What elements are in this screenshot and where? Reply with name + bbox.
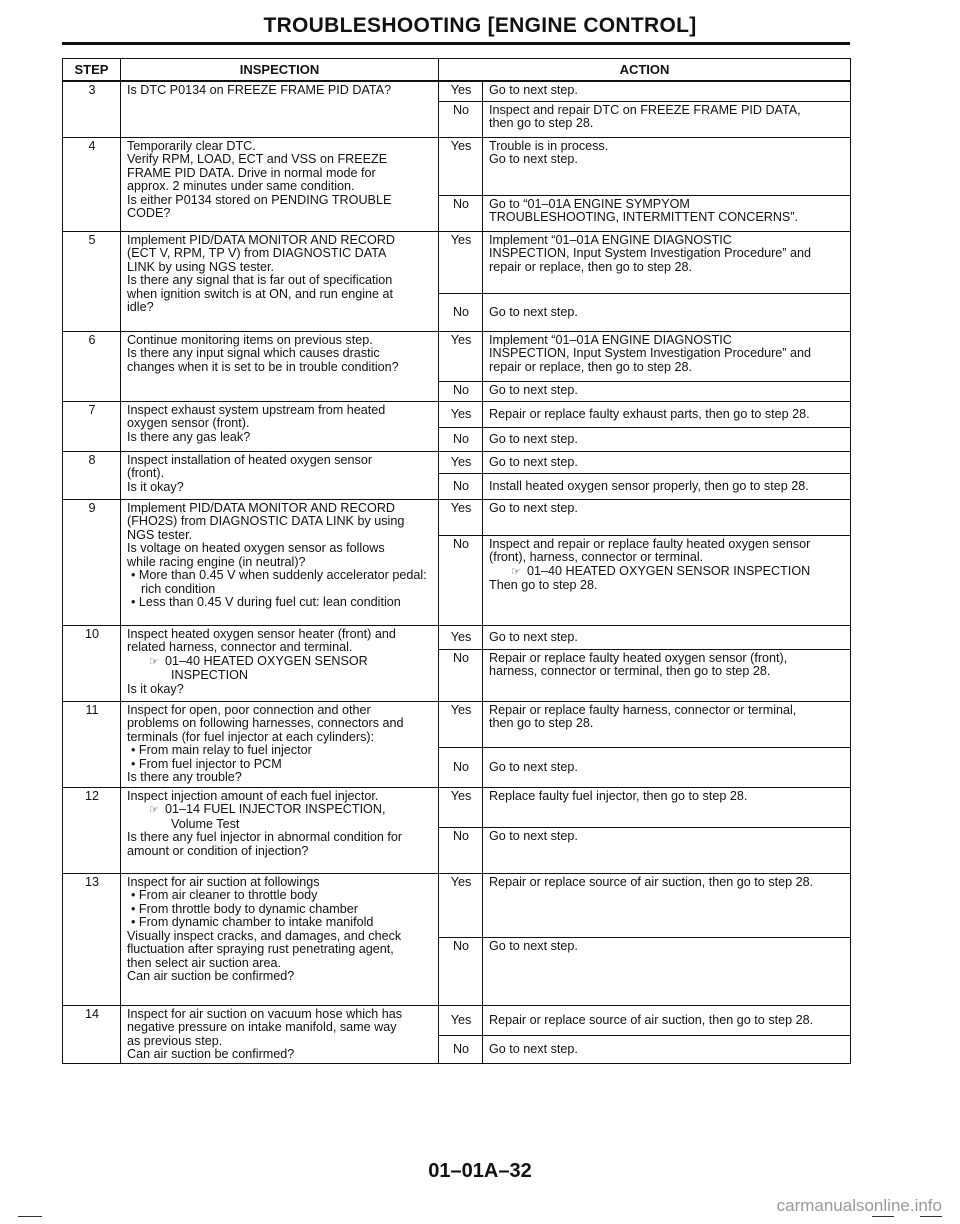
bullet-text: From fuel injector to PCM <box>138 756 282 771</box>
inspection-line: Inspect exhaust system upstream from heated <box>127 402 386 417</box>
inspection-line: (FHO2S) from DIAGNOSTIC DATA LINK by using <box>127 514 405 528</box>
inspection-line: CODE? <box>127 206 171 220</box>
header-step: STEP <box>63 59 121 82</box>
yes-label: Yes <box>439 787 483 827</box>
inspection-cell <box>121 451 439 499</box>
action-line: Go to next step. <box>489 500 578 515</box>
inspection-line: Inspect injection amount of each fuel injector. <box>127 788 379 803</box>
inspection-line: oxygen sensor (front). <box>127 416 250 430</box>
inspection-line: Is there any signal that is far out of specification <box>127 273 393 287</box>
bullet-text: Less than 0.45 V during fuel cut: lean condition <box>138 595 401 609</box>
bullet-item: • Less than 0.45 V during fuel cut: lean condition <box>131 595 401 609</box>
action-line: then go to step 28. <box>489 716 594 730</box>
reference-text: 01–40 HEATED OXYGEN SENSOR <box>165 653 368 668</box>
table-row <box>63 137 851 195</box>
action-line: Go to next step. <box>489 152 578 166</box>
inspection-line: Is there any trouble? <box>127 770 242 784</box>
inspection-line: Is there any fuel injector in abnormal condition for <box>127 830 403 844</box>
yes-action <box>483 1005 851 1035</box>
action-line: INSPECTION, Input System Investigation Procedure” and <box>489 246 811 260</box>
no-action <box>483 937 851 1005</box>
inspection-cell <box>121 331 439 401</box>
inspection-line: Is it okay? <box>127 681 184 696</box>
inspection-line: Inspect for air suction at followings <box>127 874 320 889</box>
no-action <box>483 649 851 701</box>
crop-mark <box>920 1216 942 1217</box>
yes-label: Yes <box>439 137 483 195</box>
table-row <box>63 499 851 535</box>
yes-label: Yes <box>439 331 483 381</box>
yes-label: Yes <box>439 873 483 937</box>
no-label: No <box>439 937 483 1005</box>
inspection-line: Visually inspect cracks, and damages, and check <box>127 928 402 943</box>
title-rule <box>62 42 850 45</box>
inspection-line: Is there any gas leak? <box>127 429 251 444</box>
yes-label: Yes <box>439 499 483 535</box>
header-inspection: INSPECTION <box>121 59 439 82</box>
no-label: No <box>439 827 483 873</box>
table-row <box>63 451 851 473</box>
action-line: Go to next step. <box>489 455 578 470</box>
table-row <box>63 231 851 293</box>
table-row <box>63 1005 851 1035</box>
no-label: No <box>439 381 483 401</box>
no-label: No <box>439 101 483 137</box>
action-line: Inspect and repair or replace faulty heated oxygen sensor <box>489 536 811 551</box>
table-row <box>63 873 851 937</box>
inspection-line: LINK by using NGS tester. <box>127 259 274 274</box>
bullet-text: More than 0.45 V when suddenly accelerator pedal: rich condition <box>138 568 427 596</box>
bullet-text: From air cleaner to throttle body <box>138 888 318 902</box>
no-label: No <box>439 1035 483 1063</box>
action-line: Go to next step. <box>489 382 578 397</box>
step-number: 5 <box>63 231 121 331</box>
inspection-line: Is voltage on heated oxygen sensor as follows <box>127 541 385 555</box>
page-title: TROUBLESHOOTING [ENGINE CONTROL] <box>263 14 697 37</box>
inspection-line: Can air suction be confirmed? <box>127 1047 295 1061</box>
bullet-text: From throttle body to dynamic chamber <box>138 901 359 916</box>
bullet-text: From main relay to fuel injector <box>138 743 312 757</box>
table-row <box>63 787 851 827</box>
bullet-item: • From main relay to fuel injector <box>131 743 312 757</box>
inspection-cell <box>121 231 439 331</box>
table-row <box>63 401 851 427</box>
inspection-cell <box>121 873 439 1005</box>
action-line: Replace faulty fuel injector, then go to step 28. <box>489 788 748 803</box>
no-action <box>483 195 851 231</box>
action-line: Go to next step. <box>489 630 578 645</box>
step-number: 9 <box>63 499 121 625</box>
inspection-line: Inspect heated oxygen sensor heater (front) and <box>127 626 396 641</box>
reference-line <box>489 565 845 580</box>
action-line: repair or replace, then go to step 28. <box>489 359 693 374</box>
no-action <box>483 473 851 499</box>
action-line: Go to next step. <box>489 1042 578 1057</box>
action-line: Go to next step. <box>489 760 578 775</box>
inspection-line: Inspect for air suction on vacuum hose which has <box>127 1006 403 1021</box>
bullet-item: • From throttle body to dynamic chamber <box>131 901 359 916</box>
inspection-line: terminals (for fuel injector at each cylinders): <box>127 729 375 744</box>
inspection-line: (front). <box>127 466 165 480</box>
inspection-line: when ignition switch is at ON, and run engine at <box>127 286 394 301</box>
no-label: No <box>439 535 483 625</box>
inspection-cell <box>121 137 439 231</box>
action-line: Go to next step. <box>489 83 578 97</box>
action-line: Repair or replace source of air suction, then go to step 28. <box>489 874 814 889</box>
action-line: TROUBLESHOOTING, INTERMITTENT CONCERNS”. <box>489 210 799 224</box>
table-header-row <box>63 59 851 82</box>
inspection-cell <box>121 787 439 873</box>
step-number: 13 <box>63 873 121 1005</box>
inspection-cell <box>121 401 439 451</box>
action-line: Implement “01–01A ENGINE DIAGNOSTIC <box>489 332 732 347</box>
no-label: No <box>439 747 483 787</box>
inspection-line: Implement PID/DATA MONITOR AND RECORD <box>127 232 396 247</box>
header-action: ACTION <box>439 59 851 82</box>
yes-label: Yes <box>439 231 483 293</box>
inspection-line: Can air suction be confirmed? <box>127 969 295 983</box>
action-line: Implement “01–01A ENGINE DIAGNOSTIC <box>489 232 732 247</box>
inspection-line: fluctuation after spraying rust penetrating agent, <box>127 942 394 956</box>
action-line: Install heated oxygen sensor properly, then go to step 28. <box>489 479 809 494</box>
reference-text: 01–40 HEATED OXYGEN SENSOR INSPECTION <box>527 563 811 578</box>
crop-mark <box>18 1216 42 1217</box>
inspection-line: Is it okay? <box>127 479 184 494</box>
action-line: Repair or replace source of air suction, then go to step 28. <box>489 1013 814 1028</box>
table-row <box>63 625 851 649</box>
inspection-line: FRAME PID DATA. Drive in normal mode for <box>127 165 376 180</box>
no-label: No <box>439 649 483 701</box>
inspection-line: related harness, connector and terminal. <box>127 640 353 654</box>
inspection-cell <box>121 1005 439 1063</box>
crop-mark <box>872 1216 894 1217</box>
action-line: repair or replace, then go to step 28. <box>489 259 693 274</box>
yes-action <box>483 451 851 473</box>
action-line: Go to next step. <box>489 305 578 320</box>
yes-action <box>483 137 851 195</box>
no-label: No <box>439 293 483 331</box>
action-line: INSPECTION, Input System Investigation Procedure” and <box>489 346 811 360</box>
yes-action <box>483 787 851 827</box>
yes-action <box>483 331 851 381</box>
yes-label: Yes <box>439 451 483 473</box>
step-number: 8 <box>63 451 121 499</box>
no-action <box>483 747 851 787</box>
inspection-line: NGS tester. <box>127 527 193 542</box>
action-line: then go to step 28. <box>489 116 594 130</box>
step-number: 10 <box>63 625 121 701</box>
action-line: Then go to step 28. <box>489 578 598 592</box>
action-line: harness, connector or terminal, then go to step 28. <box>489 664 771 678</box>
yes-label: Yes <box>439 401 483 427</box>
bullet-item: • More than 0.45 V when suddenly accelerator pedal: rich condition <box>131 568 427 596</box>
no-label: No <box>439 473 483 499</box>
no-label: No <box>439 427 483 451</box>
inspection-line: Is DTC P0134 on FREEZE FRAME PID DATA? <box>127 83 392 97</box>
reference-line-continued: Volume Test <box>171 816 240 831</box>
yes-action <box>483 231 851 293</box>
reference-line <box>127 803 433 818</box>
troubleshooting-table <box>62 58 851 1064</box>
bullet-item: • From dynamic chamber to intake manifold <box>131 915 374 929</box>
reference-line <box>127 655 433 670</box>
no-action <box>483 101 851 137</box>
inspection-cell <box>121 81 439 137</box>
bullet-text: From dynamic chamber to intake manifold <box>138 915 374 929</box>
inspection-line: problems on following harnesses, connectors and <box>127 716 404 730</box>
action-line: Go to next step. <box>489 828 578 843</box>
inspection-line: changes when it is set to be in trouble condition? <box>127 359 399 374</box>
action-line: Repair or replace faulty harness, connector or terminal, <box>489 702 797 717</box>
reference-hand-icon: ☞ <box>149 655 159 668</box>
action-line: Repair or replace faulty heated oxygen sensor (front), <box>489 650 788 665</box>
inspection-line: Inspect for open, poor connection and other <box>127 702 371 717</box>
step-number: 7 <box>63 401 121 451</box>
action-line: Go to next step. <box>489 432 578 447</box>
inspection-line: Verify RPM, LOAD, ECT and VSS on FREEZE <box>127 152 388 166</box>
bullet-item: • From fuel injector to PCM <box>131 756 282 771</box>
step-number: 11 <box>63 701 121 787</box>
yes-action <box>483 701 851 747</box>
yes-action <box>483 499 851 535</box>
reference-line-continued: INSPECTION <box>171 668 248 682</box>
page-number: 01–01A–32 <box>428 1160 532 1182</box>
inspection-line: Temporarily clear DTC. <box>127 138 256 153</box>
action-line: (front), harness, connector or terminal. <box>489 550 704 564</box>
no-action <box>483 293 851 331</box>
yes-action <box>483 81 851 101</box>
yes-action <box>483 625 851 649</box>
table-row <box>63 81 851 101</box>
action-line: Repair or replace faulty exhaust parts, then go to step 28. <box>489 407 810 422</box>
inspection-line: Is there any input signal which causes drastic <box>127 346 380 360</box>
action-line: Trouble is in process. <box>489 138 609 153</box>
inspection-line: Is either P0134 stored on PENDING TROUBLE <box>127 192 392 207</box>
reference-hand-icon: ☞ <box>511 565 521 578</box>
no-action <box>483 1035 851 1063</box>
inspection-line: as previous step. <box>127 1033 223 1048</box>
table-row <box>63 331 851 381</box>
table-row <box>63 701 851 747</box>
inspection-line: idle? <box>127 300 154 314</box>
inspection-line: (ECT V, RPM, TP V) from DIAGNOSTIC DATA <box>127 246 387 260</box>
reference-hand-icon: ☞ <box>149 804 159 816</box>
no-label: No <box>439 195 483 231</box>
inspection-line: negative pressure on intake manifold, same way <box>127 1020 397 1034</box>
yes-label: Yes <box>439 81 483 101</box>
inspection-line: Inspect installation of heated oxygen sensor <box>127 452 373 467</box>
step-number: 14 <box>63 1005 121 1063</box>
no-action <box>483 827 851 873</box>
no-action <box>483 535 851 625</box>
yes-action <box>483 873 851 937</box>
action-line: Go to next step. <box>489 938 578 953</box>
bullet-item: • From air cleaner to throttle body <box>131 888 318 902</box>
inspection-line: Implement PID/DATA MONITOR AND RECORD <box>127 500 396 515</box>
watermark: carmanualsonline.info <box>776 1196 942 1215</box>
inspection-cell <box>121 625 439 701</box>
inspection-cell <box>121 701 439 787</box>
inspection-line: amount or condition of injection? <box>127 843 309 858</box>
step-number: 6 <box>63 331 121 401</box>
step-number: 12 <box>63 787 121 873</box>
action-line: Inspect and repair DTC on FREEZE FRAME PID DATA, <box>489 102 801 117</box>
inspection-line: approx. 2 minutes under same condition. <box>127 179 355 193</box>
reference-text: 01–14 FUEL INJECTOR INSPECTION, <box>165 802 386 816</box>
inspection-line: while racing engine (in neutral)? <box>127 554 306 569</box>
step-number: 3 <box>63 81 121 137</box>
no-action <box>483 381 851 401</box>
inspection-cell <box>121 499 439 625</box>
inspection-line: Continue monitoring items on previous step. <box>127 332 373 347</box>
inspection-line: then select air suction area. <box>127 955 282 970</box>
yes-label: Yes <box>439 625 483 649</box>
action-line: Go to “01–01A ENGINE SYMPYOM <box>489 196 690 211</box>
yes-label: Yes <box>439 1005 483 1035</box>
no-action <box>483 427 851 451</box>
step-number: 4 <box>63 137 121 231</box>
yes-label: Yes <box>439 701 483 747</box>
yes-action <box>483 401 851 427</box>
